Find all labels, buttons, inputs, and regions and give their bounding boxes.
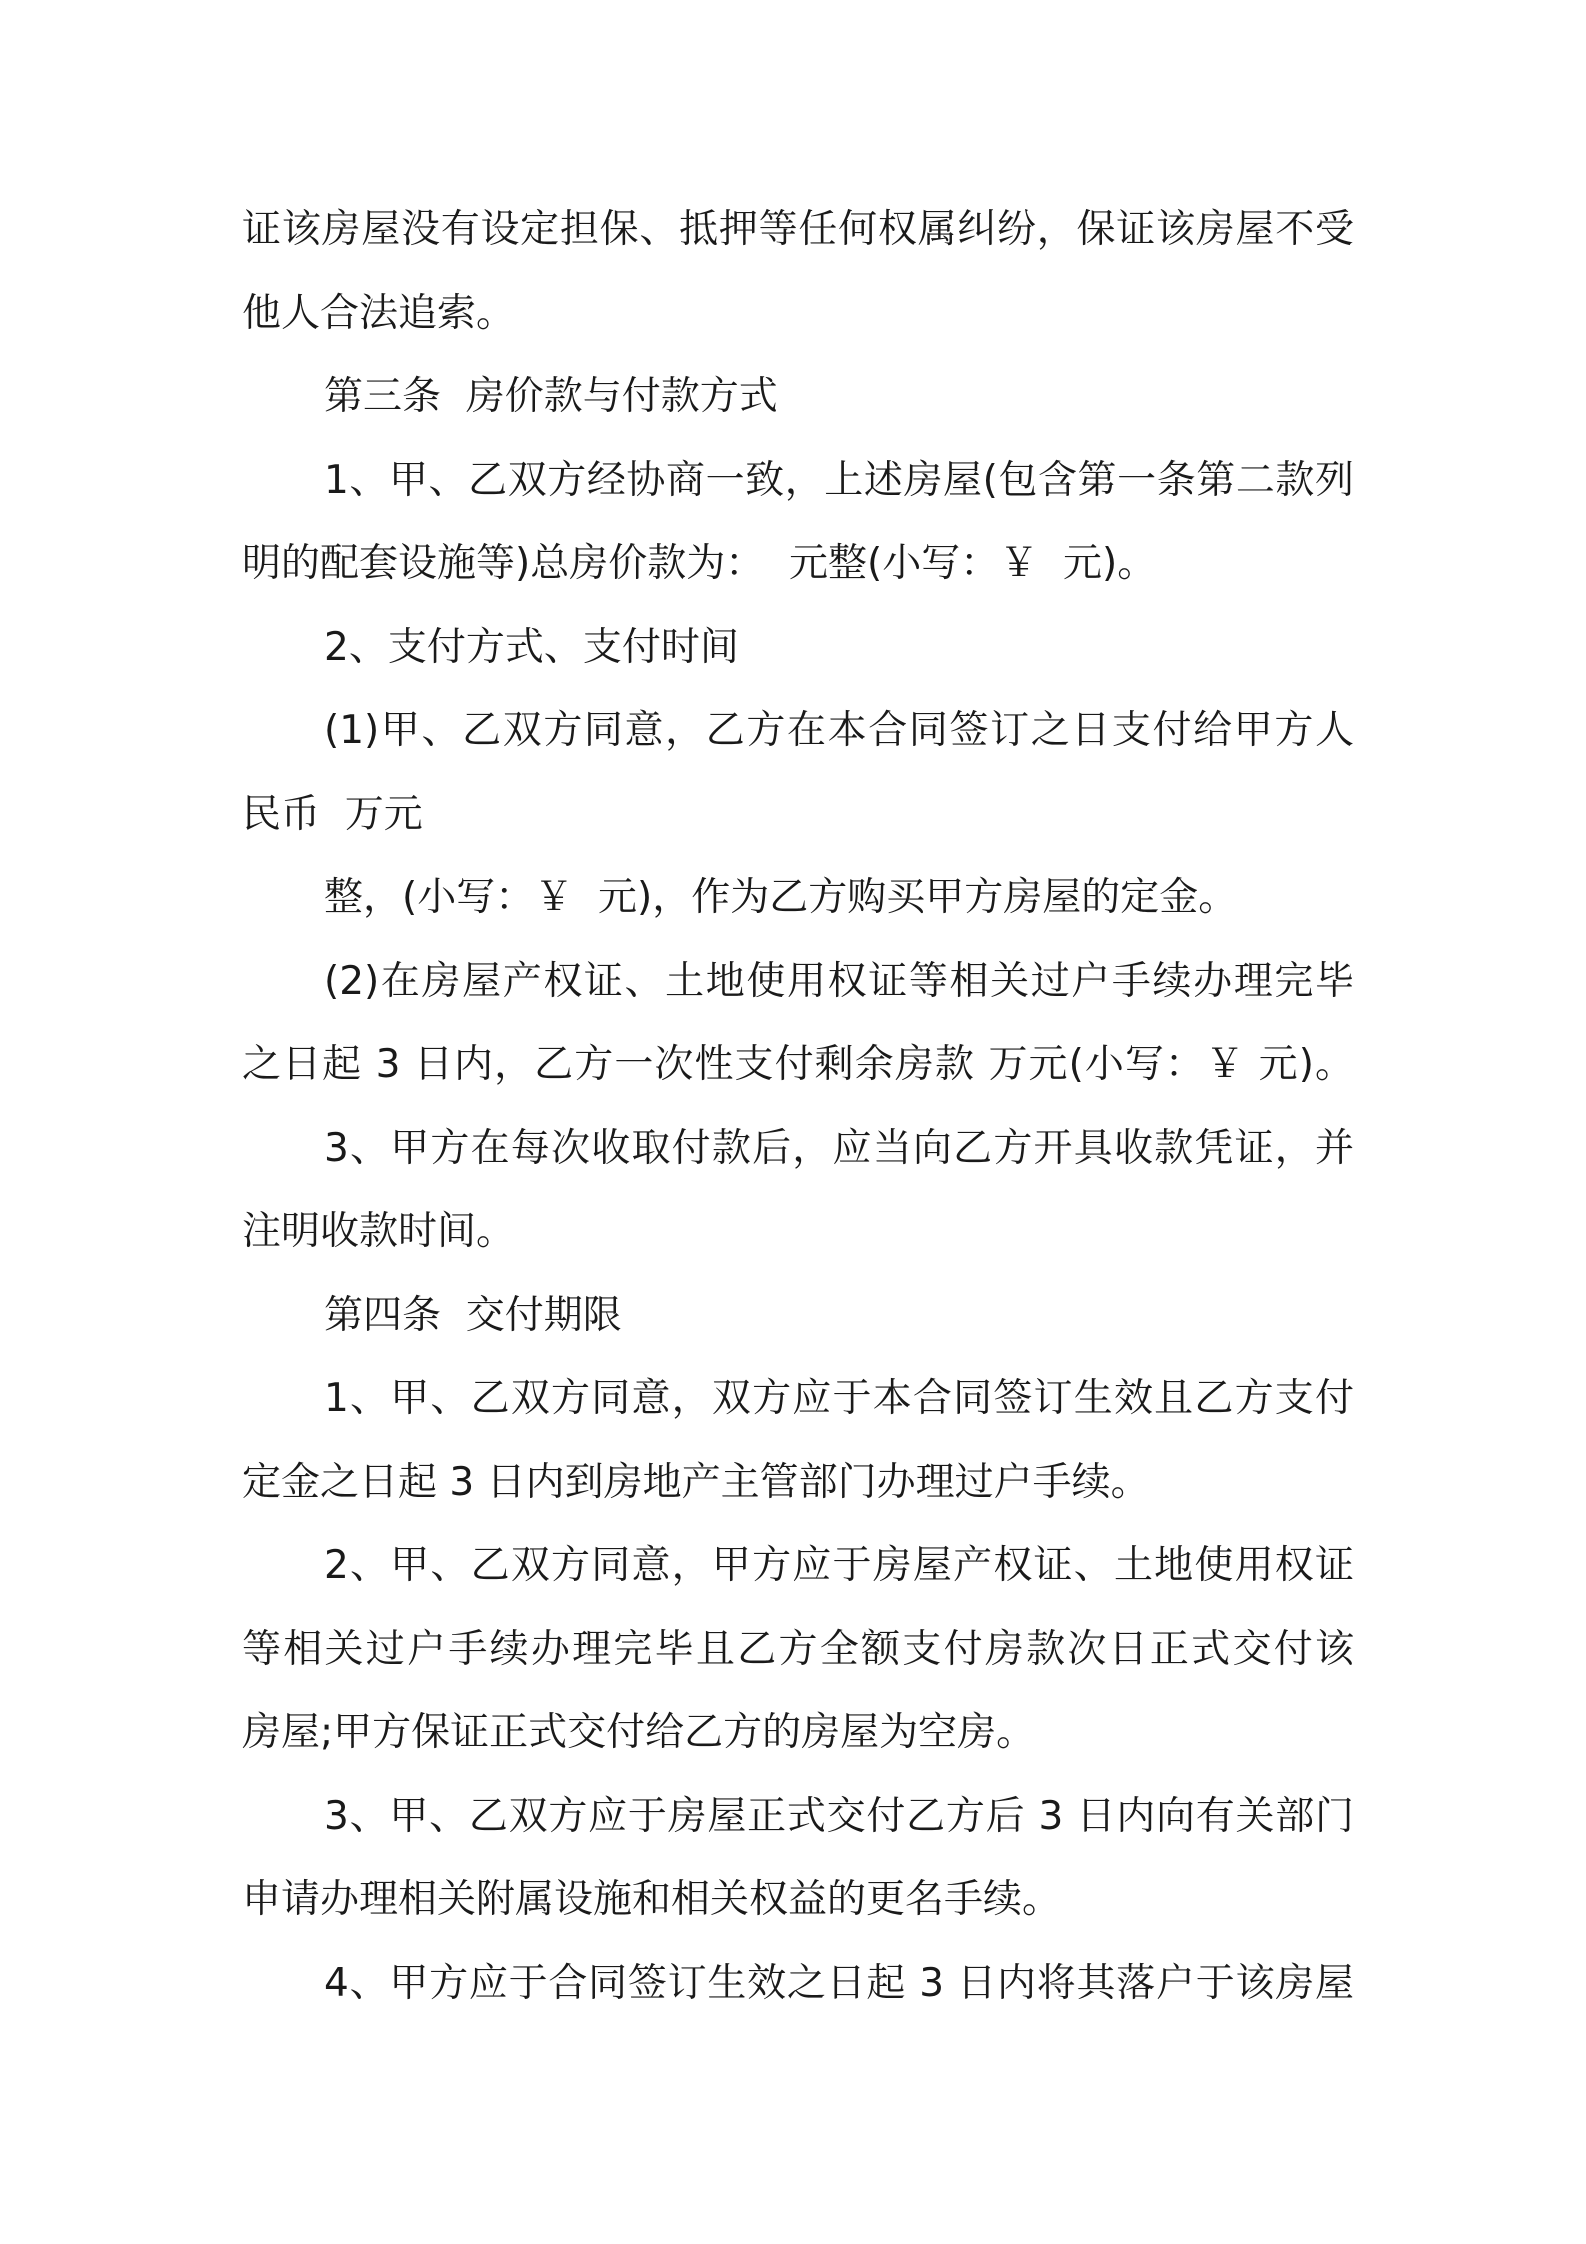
paragraph-line: 证该房屋没有设定担保、抵押等任何权属纠纷，保证该房屋不受 <box>242 207 1354 252</box>
paragraph-line: 3、甲方在每次收取付款后，应当向乙方开具收款凭证，并 <box>324 1125 1354 1171</box>
paragraph-line: 定金之日起 3 日内到房地产主管部门办理过户手续。 <box>242 1459 1150 1505</box>
paragraph <box>242 1107 1354 1274</box>
paragraph <box>242 1775 1354 1942</box>
paragraph <box>242 439 1354 606</box>
paragraph-line: 之日起 3 日内，乙方一次性支付剩余房款 万元(小写：￥ 元)。 <box>242 1042 1354 1087</box>
paragraph-line: 等相关过户手续办理完毕且乙方全额支付房款次日正式交付该 <box>242 1626 1354 1672</box>
paragraph <box>242 940 1354 1107</box>
paragraph-line: 民币 万元 <box>242 791 423 837</box>
paragraph-line: 整，(小写：￥ 元)，作为乙方购买甲方房屋的定金。 <box>324 875 1238 920</box>
paragraph <box>242 856 1354 940</box>
paragraph-line: 申请办理相关附属设施和相关权益的更名手续。 <box>242 1877 1062 1922</box>
paragraph <box>242 689 1354 856</box>
paragraph-line: 明的配套设施等)总房价款为： 元整(小写：￥ 元)。 <box>242 541 1157 586</box>
paragraph-line: (2)在房屋产权证、土地使用权证等相关过户手续办理完毕 <box>324 958 1354 1004</box>
article-heading-3 <box>242 355 1354 439</box>
paragraph-line: 2、甲、乙双方同意，甲方应于房屋产权证、土地使用权证 <box>324 1543 1354 1588</box>
paragraph-line: 1、甲、乙双方经协商一致，上述房屋(包含第一条第二款列 <box>324 457 1354 503</box>
article-heading-4 <box>242 1274 1354 1358</box>
paragraph <box>242 606 1354 690</box>
paragraph-line: (1)甲、乙双方同意，乙方在本合同签订之日支付给甲方人 <box>324 708 1354 753</box>
paragraph-line: 1、甲、乙双方同意，双方应于本合同签订生效且乙方支付 <box>324 1376 1354 1421</box>
paragraph-line: 他人合法追索。 <box>242 290 516 336</box>
paragraph-line: 房屋;甲方保证正式交付给乙方的房屋为空房。 <box>242 1710 1036 1755</box>
heading-line: 第四条 交付期限 <box>324 1292 622 1338</box>
heading-line: 第三条 房价款与付款方式 <box>324 374 778 419</box>
paragraph <box>242 1942 1354 2026</box>
document-body <box>242 188 1354 2025</box>
paragraph-continued <box>242 188 1354 355</box>
paragraph <box>242 1357 1354 1524</box>
paragraph-line: 4、甲方应于合同签订生效之日起 3 日内将其落户于该房屋 <box>324 1960 1354 2006</box>
paragraph-line: 2、支付方式、支付时间 <box>324 624 739 670</box>
paragraph-line: 注明收款时间。 <box>242 1209 516 1254</box>
paragraph-line: 3、甲、乙双方应于房屋正式交付乙方后 3 日内向有关部门 <box>324 1793 1354 1839</box>
paragraph <box>242 1524 1354 1775</box>
